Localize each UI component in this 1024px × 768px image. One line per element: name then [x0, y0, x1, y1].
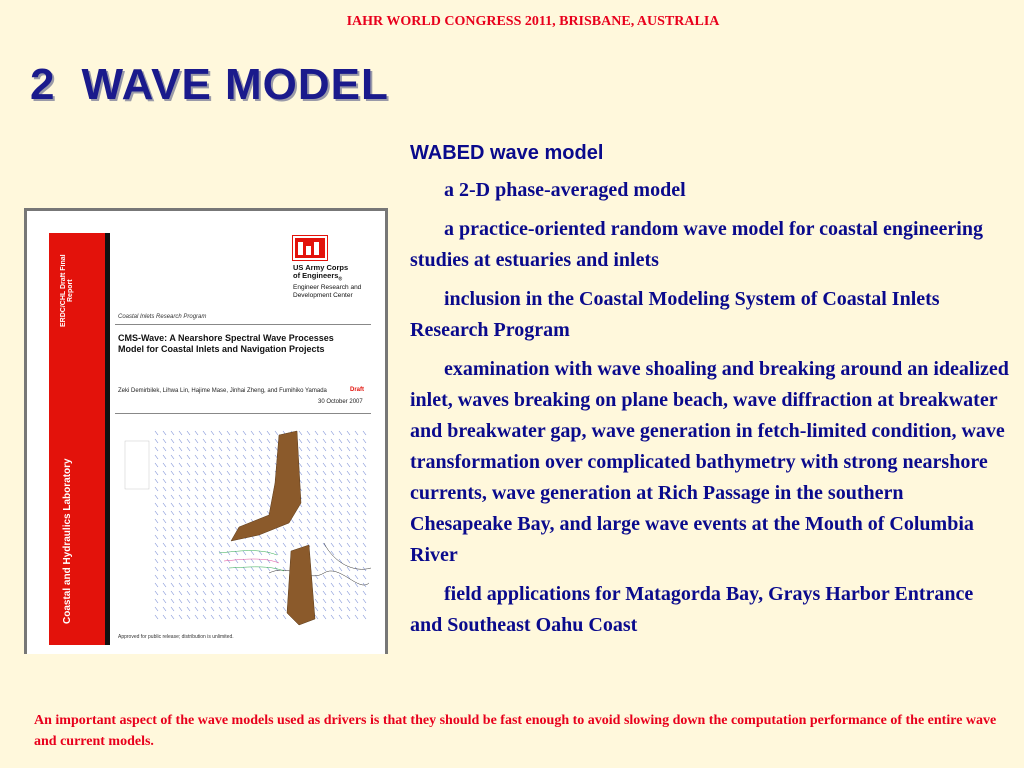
org-line1: US Army Corps: [293, 263, 349, 272]
cover-draft-label: Draft: [350, 387, 365, 393]
castle-logo-icon: [293, 236, 327, 260]
list-item: field applications for Matagorda Bay, Grays Harbor Entrance and Southeast Oahu Coast: [410, 583, 974, 636]
cover-divider: [115, 324, 371, 325]
cover-divider-2: [115, 413, 371, 414]
list-item: a practice-oriented random wave model for coastal engineering studies at estuaries and inlets: [410, 218, 983, 271]
list-item: examination with wave shoaling and breaking around an idealized inlet, waves breaking on plane beach, wave diffraction at breakwater and breakwater gap, wave generation in fetch-limited condition, wave transformation over complicated bathymetry with strong nearshore currents, wave generation at Rich Passage in the southern Chesapeake Bay, and large wave events at the Mouth of Columbia River: [410, 358, 1009, 566]
cover-report-title: CMS-Wave: A Nearshore Spectral Wave Processes Model for Coastal Inlets and Navigation Projects: [118, 333, 334, 354]
cover-authors: Zeki Demirbilek, Lihwa Lin, Hajime Mase, Jinhai Zheng, and Fumihiko Yamada: [118, 388, 327, 394]
org-line4: Development Center: [293, 291, 353, 299]
report-cover: [27, 211, 385, 654]
cover-wave-field-map: [119, 423, 371, 627]
cover-side-rule: [105, 233, 110, 645]
cover-organization: [293, 264, 383, 300]
conference-header: IAHR WORLD CONGRESS 2011, BRISBANE, AUSTRALIA: [346, 14, 720, 29]
org-line2: of Engineers$_®$: [293, 271, 343, 283]
cover-release-statement: Approved for public release; distribution is unlimited.: [118, 634, 234, 640]
cover-lab-name: Coastal and Hydraulics Laboratory: [62, 458, 73, 624]
footer-note: An important aspect of the wave models used as drivers is that they should be fast enough to avoid slowing down the computation performance of the entire wave and current models.: [34, 713, 997, 749]
cover-date: 30 October 2007: [318, 399, 363, 405]
list-item: inclusion in the Coastal Modeling System of Coastal Inlets Research Program: [410, 288, 940, 341]
list-item: a 2-D phase-averaged model: [444, 179, 686, 201]
slide-title: [30, 60, 389, 110]
cover-report-number: ERDC/CHL Draft Final Report: [60, 254, 74, 328]
section-number: 2: [30, 60, 56, 109]
section-title: WAVE MODEL: [81, 60, 389, 109]
model-heading: WABED wave model: [410, 142, 604, 164]
content-column: [410, 142, 1010, 649]
org-line3: Engineer Research and: [293, 283, 362, 291]
report-cover-image: [24, 208, 388, 654]
cover-program: Coastal Inlets Research Program: [118, 314, 207, 320]
